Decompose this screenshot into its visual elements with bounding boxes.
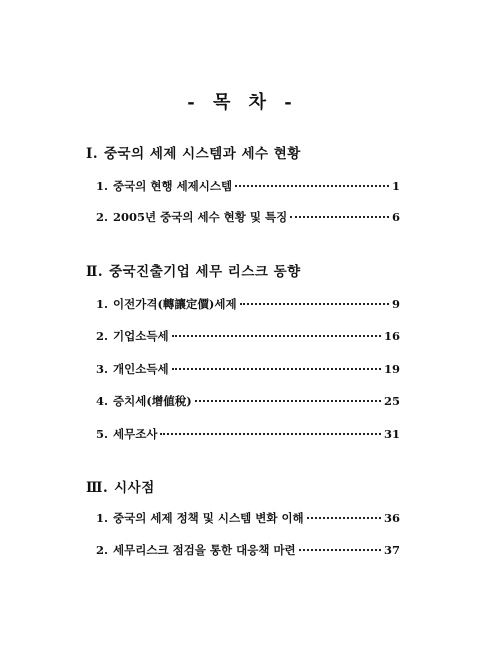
entry-label: 기업소득세 [113, 329, 169, 343]
toc-entry-1-1[interactable] [96, 178, 400, 194]
entry-number: 4. [96, 394, 109, 408]
entry-label: 중국의 세제 정책 및 시스템 변화 이해 [113, 511, 304, 525]
entry-number: 2. [96, 210, 109, 224]
dot-leader [172, 368, 381, 370]
toc-entry-2-3[interactable] [96, 361, 400, 377]
toc-entry-2-5[interactable] [96, 426, 400, 442]
dot-leader [307, 517, 381, 519]
dot-leader [172, 335, 381, 337]
entry-number: 2. [96, 543, 109, 557]
section-heading-1 [86, 142, 301, 162]
entry-page-number: 31 [383, 427, 400, 441]
entry-page-number: 37 [383, 543, 400, 557]
section-title: 중국진출기업 세무 리스크 동향 [109, 264, 301, 280]
entry-number: 1. [96, 179, 109, 193]
dot-leader [195, 400, 381, 402]
dot-leader [160, 433, 381, 435]
entry-page-number: 9 [391, 297, 400, 311]
section-heading-3 [86, 476, 155, 496]
entry-page-number: 25 [383, 394, 400, 408]
entry-label: 2005년 중국의 세수 현황 및 특징 [113, 210, 288, 224]
entry-label: 개인소득세 [113, 362, 169, 376]
dot-leader [290, 216, 389, 218]
section-title: 중국의 세제 시스템과 세수 현황 [104, 146, 301, 162]
entry-page-number: 16 [383, 329, 400, 343]
dot-leader [299, 549, 381, 551]
entry-page-number: 19 [383, 362, 400, 376]
entry-number: 2. [96, 329, 109, 343]
toc-entry-2-1[interactable] [96, 296, 400, 312]
toc-entry-2-4[interactable] [96, 393, 400, 409]
section-heading-2 [86, 260, 301, 280]
entry-page-number: 1 [391, 179, 400, 193]
entry-number: 1. [96, 297, 109, 311]
toc-title: - 목 차 - [187, 92, 293, 113]
toc-entry-3-1[interactable] [96, 510, 400, 526]
entry-number: 1. [96, 511, 109, 525]
entry-label: 이전가격(轉讓定價)세제 [113, 297, 237, 311]
section-number: Ⅱ. [86, 264, 104, 280]
entry-number: 5. [96, 427, 109, 441]
entry-label: 세무리스크 점검을 통한 대응책 마련 [113, 543, 296, 557]
section-number: Ⅲ. [86, 480, 109, 496]
entry-number: 3. [96, 362, 109, 376]
section-number: Ⅰ. [86, 146, 99, 162]
toc-entry-3-2[interactable] [96, 542, 400, 558]
section-title: 시사점 [114, 480, 155, 496]
toc-entry-2-2[interactable] [96, 328, 400, 344]
dot-leader [235, 185, 389, 187]
dot-leader [240, 303, 389, 305]
entry-page-number: 36 [383, 511, 400, 525]
toc-entry-1-2[interactable] [96, 209, 400, 225]
entry-label: 증치세(增値稅) [113, 394, 192, 408]
entry-label: 중국의 현행 세제시스템 [113, 179, 233, 193]
entry-page-number: 6 [391, 210, 400, 224]
entry-label: 세무조사 [113, 427, 158, 441]
